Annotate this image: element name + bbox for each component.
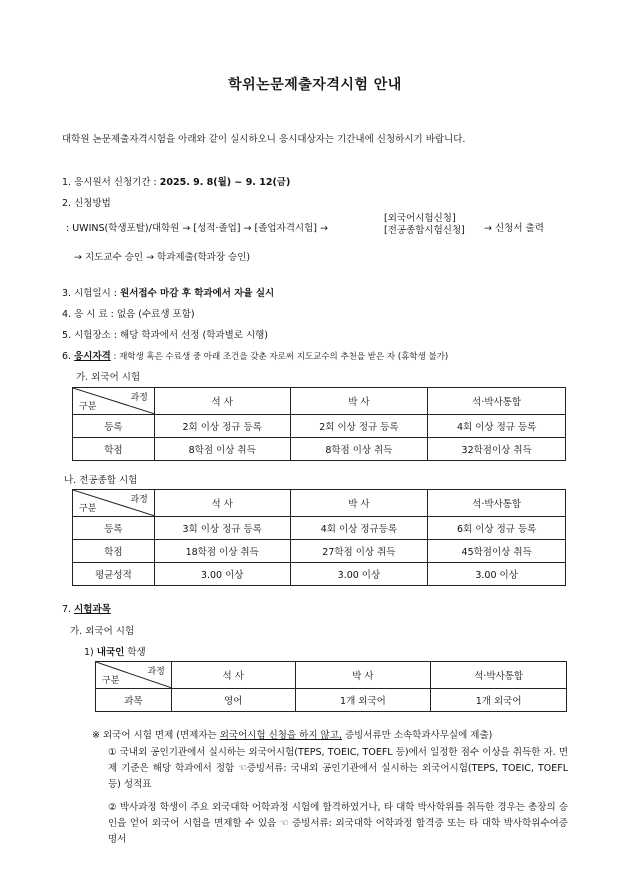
diag-course-label: 과정	[147, 667, 165, 677]
section-7-sub: 가. 외국어 시험	[70, 626, 135, 637]
section-6-num: 6.	[62, 351, 75, 362]
diag-category-label: 구분	[79, 504, 97, 514]
section-5: 5. 시험장소 : 해당 학과에서 선정 (학과별로 시행)	[62, 330, 269, 341]
section-3	[62, 285, 274, 299]
intro-text: 대학원 논문제출자격시험을 아래와 같이 실시하오니 응시대상자는 기간내에 신청하시기 바랍니다.	[62, 134, 466, 145]
application-period: 2025. 9. 8(월) ~ 9. 12(금)	[159, 177, 291, 188]
cell-integrated: 6회 이상 정규 등록	[428, 517, 566, 540]
row-label: 평균성적	[73, 563, 155, 586]
diag-category-label: 구분	[79, 402, 97, 412]
section-4: 4. 응 시 료 : 없음 (수료생 포함)	[62, 309, 195, 320]
section-2-label: 2. 신청방법	[62, 198, 111, 209]
diag-course-label: 과정	[130, 495, 148, 505]
page-title: 학위논문제출자격시험 안내	[228, 77, 402, 93]
table-b-heading: 나. 전공종합 시험	[64, 475, 138, 486]
cell-integrated: 45학점이상 취득	[428, 540, 566, 563]
section-6	[62, 348, 448, 362]
subsub-rest: 학생	[124, 647, 146, 658]
cell-doctor: 8학점 이상 취득	[290, 438, 428, 461]
col-doctor: 박 사	[295, 662, 431, 689]
col-integrated: 석·박사통합	[428, 388, 566, 415]
table-foreign-language	[72, 387, 566, 461]
subsub-bold: 내국인	[96, 647, 125, 658]
cell-doctor: 3.00 이상	[290, 563, 428, 586]
section-7-subsub	[84, 644, 146, 658]
cell-master: 2회 이상 정규 등록	[154, 415, 290, 438]
exemption-item-1: ① 국내외 공인기관에서 실시하는 외국어시험(TEPS, TOEIC, TOEFL 등)에서 일정한 점수 이상을 취득한 자. 면제 기준은 해당 학과에서 정함 ☜증빙서류: 국내외 공인기관에서 실시하는 외국어시험(TEPS, TOEIC, TOEFL등) 성적표	[108, 747, 568, 790]
diagonal-header-cell	[73, 490, 155, 517]
note-post: 증빙서류만 소속학과사무실에 제출)	[341, 730, 493, 741]
col-master: 석 사	[154, 388, 290, 415]
note-underline: 외국어시험 신청을 하지 않고,	[219, 730, 342, 741]
cell-integrated: 3.00 이상	[428, 563, 566, 586]
cell-doctor: 1개 외국어	[295, 689, 431, 712]
cell-integrated: 32학점이상 취득	[428, 438, 566, 461]
cell-integrated: 4회 이상 정규 등록	[428, 415, 566, 438]
section-6-label: 응시자격	[74, 351, 111, 362]
exemption-note	[92, 727, 492, 741]
row-label: 과목	[96, 689, 172, 712]
table-a-heading: 가. 외국어 시험	[76, 372, 141, 383]
row-label: 학점	[73, 438, 155, 461]
section-7-num: 7.	[62, 604, 75, 615]
diag-course-label: 과정	[130, 393, 148, 403]
application-flow-3: → 지도교수 승인 → 학과제출(학과장 승인)	[74, 252, 251, 263]
section-1-label: 1. 응시원서 신청기간 :	[62, 177, 160, 188]
exemption-item-2: ② 박사과정 학생이 주요 외국대학 어학과정 시험에 합격하였거나, 타 대학 박사학위를 취득한 경우는 총장의 승인을 얻어 외국어 시험을 면제할 수 있음 ☜ 증빙서류: 외국대학 어학과정 합격증 또는 타 대학 박사학위수여증명서	[108, 802, 568, 845]
application-flow-1: : UWINS(학생포탈)/대학원 → [성적·졸업] → [졸업자격시험] →	[66, 223, 328, 234]
diagonal-header-cell	[96, 662, 172, 689]
row-label: 학점	[73, 540, 155, 563]
option-foreign-language: [외국어시험신청]	[384, 213, 456, 224]
section-7	[62, 601, 111, 615]
exam-date: 원서접수 마감 후 학과에서 자율 실시	[120, 288, 275, 299]
row-label: 등록	[73, 517, 155, 540]
col-master: 석 사	[171, 662, 295, 689]
note-pre: ※ 외국어 시험 면제 (면제자는	[92, 730, 220, 741]
diagonal-header-cell	[73, 388, 155, 415]
cell-doctor: 27학점 이상 취득	[290, 540, 428, 563]
application-flow-2: → 신청서 출력	[484, 223, 544, 234]
col-doctor: 박 사	[290, 388, 428, 415]
cell-doctor: 4회 이상 정규등록	[290, 517, 428, 540]
col-master: 석 사	[154, 490, 290, 517]
section-1	[62, 174, 290, 188]
section-6-text: : 재학생 혹은 수료생 중 아래 조건을 갖춘 자로써 지도교수의 추천을 받은 자 (휴학생 불가)	[110, 352, 449, 362]
cell-integrated: 1개 외국어	[431, 689, 567, 712]
table-major-exam	[72, 489, 566, 586]
table-exam-subject	[95, 661, 567, 712]
col-doctor: 박 사	[290, 490, 428, 517]
section-7-label: 시험과목	[74, 604, 111, 615]
cell-master: 8학점 이상 취득	[154, 438, 290, 461]
cell-doctor: 2회 이상 정규 등록	[290, 415, 428, 438]
col-integrated: 석·박사통합	[428, 490, 566, 517]
table-row	[73, 540, 566, 563]
table-row	[73, 438, 566, 461]
col-integrated: 석·박사통합	[431, 662, 567, 689]
cell-master: 18학점 이상 취득	[154, 540, 290, 563]
table-row	[73, 415, 566, 438]
cell-master: 3.00 이상	[154, 563, 290, 586]
application-options	[384, 213, 465, 237]
subsub-num: 1)	[84, 647, 97, 658]
table-row	[73, 563, 566, 586]
diag-category-label: 구분	[102, 676, 120, 686]
cell-master: 3회 이상 정규 등록	[154, 517, 290, 540]
table-row	[96, 689, 567, 712]
section-3-label: 3. 시험일시 :	[62, 288, 121, 299]
row-label: 등록	[73, 415, 155, 438]
cell-master: 영어	[171, 689, 295, 712]
option-major-exam: [전공종합시험신청]	[384, 225, 465, 236]
table-row	[73, 517, 566, 540]
